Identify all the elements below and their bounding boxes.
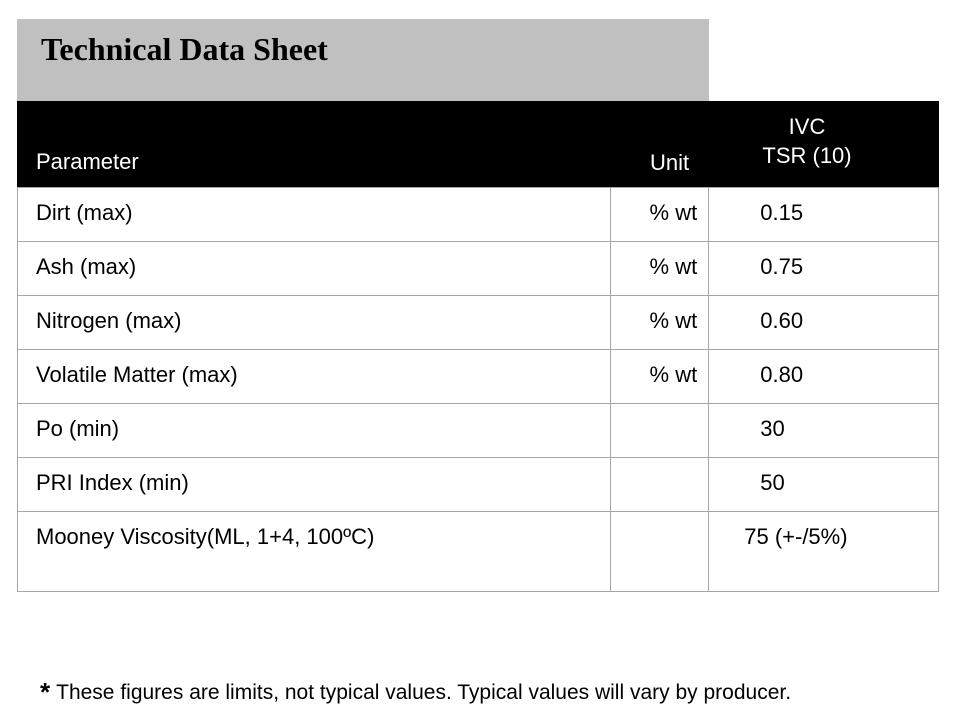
- unit-cell: % wt: [611, 188, 709, 242]
- unit-cell: [611, 404, 709, 458]
- value-cell: 30: [709, 404, 939, 458]
- page-title: Technical Data Sheet: [41, 31, 328, 67]
- header-spec: [742, 112, 872, 170]
- value-cell: 0.75: [709, 242, 939, 296]
- parameter-cell: Dirt (max): [18, 188, 611, 242]
- table-row: [18, 512, 939, 592]
- header-parameter: Parameter: [36, 149, 139, 174]
- value-cell: 0.80: [709, 350, 939, 404]
- table-row: [18, 404, 939, 458]
- table-row: [18, 242, 939, 296]
- table-row: [18, 350, 939, 404]
- unit-cell: % wt: [611, 296, 709, 350]
- parameter-cell: Ash (max): [18, 242, 611, 296]
- title-banner: [17, 19, 709, 101]
- value-cell: 0.60: [709, 296, 939, 350]
- table-header: [17, 101, 939, 187]
- data-table: [17, 187, 939, 592]
- table-row: [18, 188, 939, 242]
- value-cell: 75 (+-/5%): [709, 512, 939, 592]
- parameter-cell: Volatile Matter (max): [18, 350, 611, 404]
- footnote-marker: *: [40, 677, 51, 707]
- unit-cell: [611, 512, 709, 592]
- header-unit: Unit: [650, 150, 690, 175]
- header-spec-line1: IVC: [788, 114, 826, 139]
- unit-cell: % wt: [611, 242, 709, 296]
- unit-cell: % wt: [611, 350, 709, 404]
- parameter-cell: PRI Index (min): [18, 458, 611, 512]
- header-spec-line2: TSR (10): [762, 143, 852, 168]
- parameter-cell: Po (min): [18, 404, 611, 458]
- parameter-cell: Nitrogen (max): [18, 296, 611, 350]
- parameter-cell: Mooney Viscosity(ML, 1+4, 100ºC): [18, 512, 611, 592]
- value-cell: 50: [709, 458, 939, 512]
- footnote: [40, 675, 791, 706]
- table-row: [18, 296, 939, 350]
- value-cell: 0.15: [709, 188, 939, 242]
- unit-cell: [611, 458, 709, 512]
- footnote-text: These figures are limits, not typical values. Typical values will vary by producer.: [56, 681, 792, 704]
- table-row: [18, 458, 939, 512]
